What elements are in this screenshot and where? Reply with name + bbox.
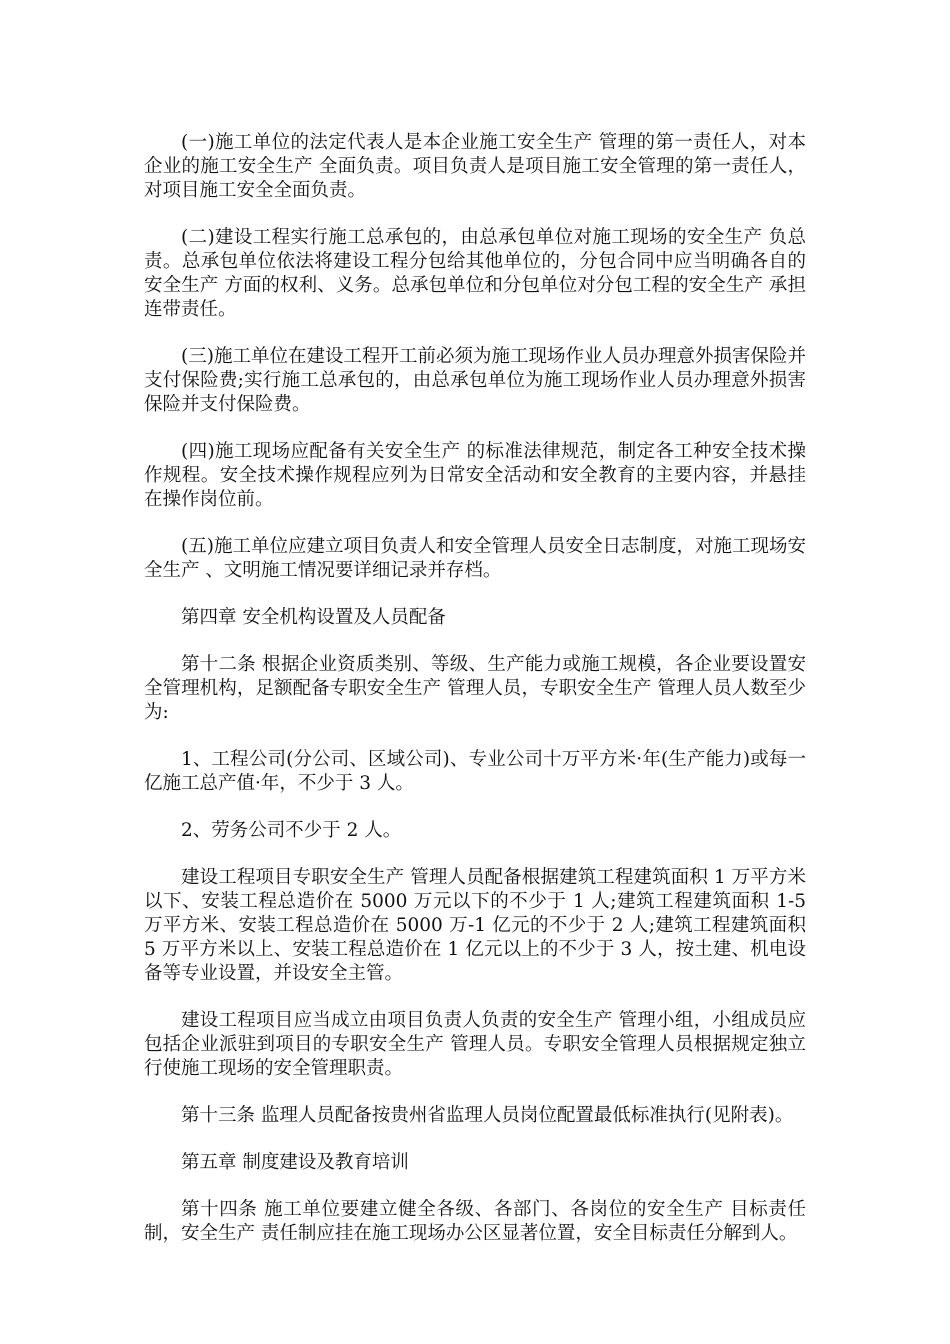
article-12: 第十二条 根据企业资质类别、等级、生产能力或施工规模，各企业要设置安全管理机构，足额配备专职安全生产 管理人员，专职安全生产 管理人员人数至少为: <box>144 654 806 723</box>
list-item-1: 1、工程公司(分公司、区域公司)、专业公司十万平方米·年(生产能力)或每一亿施工总产值·年，不少于 3 人。 <box>144 749 806 794</box>
list-item-2: 2、劳务公司不少于 2 人。 <box>181 820 402 841</box>
chapter-heading-5: 第五章 制度建设及教育培训 <box>181 1152 409 1173</box>
paragraph-2: (二)建设工程实行施工总承包的，由总承包单位对施工现场的安全生产 负总责。总承包单位依法将建设工程分包给其他单位的，分包合同中应当明确各自的安全生产 方面的权利、义务。总承包单位和分包单位对分包工程的安全生产 承担连带责任。 <box>144 227 806 320</box>
chapter-heading-4: 第四章 安全机构设置及人员配备 <box>181 607 446 628</box>
paragraph-3: (三)施工单位在建设工程开工前必须为施工现场作业人员办理意外损害保险并支付保险费;实行施工总承包的，由总承包单位为施工现场作业人员办理意外损害保险并支付保险费。 <box>144 346 806 415</box>
paragraph-4: (四)施工现场应配备有关安全生产 的标准法律规范，制定各工种安全技术操作规程。安全技术操作规程应列为日常安全活动和安全教育的主要内容，并悬挂在操作岗位前。 <box>144 441 806 510</box>
paragraph-5: (五)施工单位应建立项目负责人和安全管理人员安全日志制度，对施工现场安全生产 、文明施工情况要详细记录并存档。 <box>144 536 806 581</box>
paragraph-staffing: 建设工程项目专职安全生产 管理人员配备根据建筑工程建筑面积 1 万平方米以下、安装工程总造价在 5000 万元以下的不少于 1 人;建筑工程建筑面积 1-5 万平方米、安装工程总造价在 5000 万-1 亿元的不少于 2 人;建筑工程建筑面积 5 万平方米以上、安装工程总造价在 1 亿元以上的不少于 3 人，按土建、机电设备等专业设置，并设安全主管。 <box>144 867 806 984</box>
paragraph-management-group: 建设工程项目应当成立由项目负责人负责的安全生产 管理小组，小组成员应包括企业派驻到项目的专职安全生产 管理人员。专职安全管理人员根据规定独立行使施工现场的安全管理职责。 <box>144 1010 806 1079</box>
document-body <box>144 131 806 1269</box>
article-13: 第十三条 监理人员配备按贵州省监理人员岗位配置最低标准执行(见附表)。 <box>181 1105 794 1126</box>
article-14: 第十四条 施工单位要建立健全各级、各部门、各岗位的安全生产 目标责任制，安全生产 责任制应挂在施工现场办公区显著位置，安全目标责任分解到人。 <box>144 1199 806 1244</box>
paragraph-1: (一)施工单位的法定代表人是本企业施工安全生产 管理的第一责任人，对本企业的施工安全生产 全面负责。项目负责人是项目施工安全管理的第一责任人，对项目施工安全全面负责。 <box>144 132 806 201</box>
